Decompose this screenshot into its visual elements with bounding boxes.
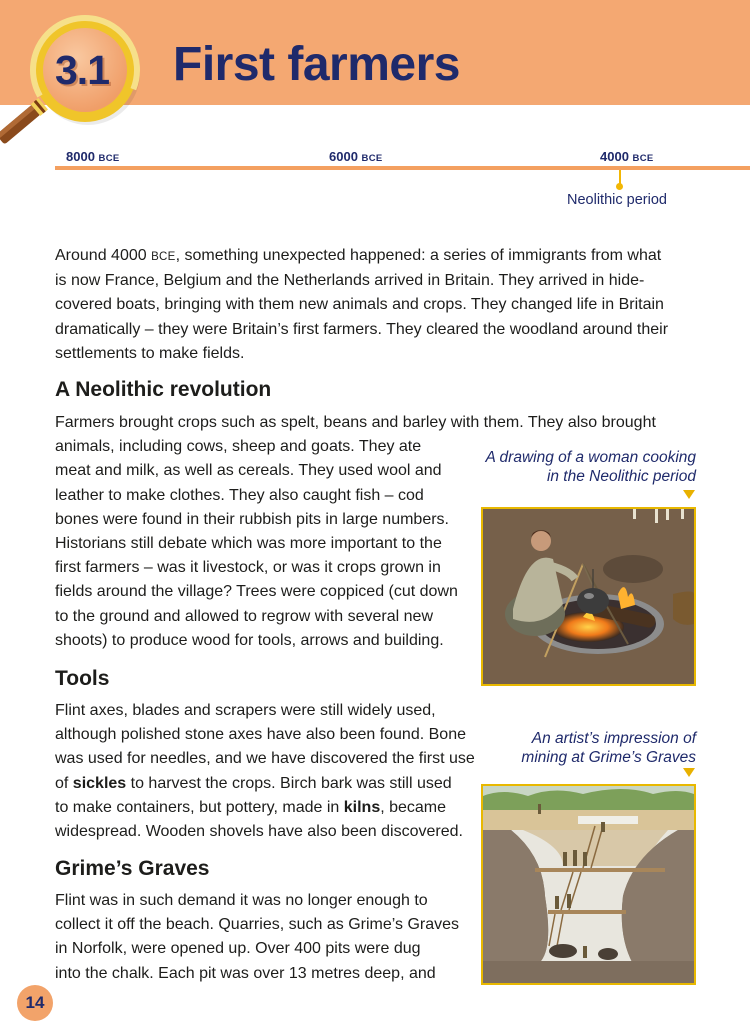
- tick-era: BCE: [632, 153, 654, 164]
- text-line: to make containers, but pottery, made in kilns, became: [55, 798, 447, 816]
- text-line: leather to make clothes. They also caught fish – cod: [55, 486, 424, 504]
- caption-arrow-icon: [683, 768, 695, 777]
- text-line: was used for needles, and we have discovered the first use: [55, 750, 475, 768]
- tick-year: 8000: [66, 149, 95, 164]
- keyword-kilns: kilns: [343, 798, 381, 816]
- intro-line-1: Around 4000 BCE, something unexpected happened: a series of immigrants from what: [55, 247, 662, 264]
- section-heading-revolution: A Neolithic revolution: [55, 378, 272, 401]
- text-line: bones were found in their rubbish pits in large numbers.: [55, 510, 449, 528]
- timeline-tick-6000: [329, 149, 383, 164]
- intro-line-3: covered boats, bringing with them new animals and crops. They changed life in Britain: [55, 296, 664, 314]
- grimes-graves-paragraph: [55, 889, 485, 986]
- timeline-tick-8000: [66, 149, 120, 164]
- text-line: Farmers brought crops such as spelt, beans and barley with them. They also brought: [55, 414, 656, 431]
- intro-line-2: is now France, Belgium and the Netherlands arrived in Britain. They arrived in hide-: [55, 272, 645, 290]
- text-line: Historians still debate which was more important to the: [55, 535, 442, 553]
- tools-paragraph: [55, 699, 485, 844]
- text-line: although polished stone axes have also been found. Bone: [55, 726, 466, 744]
- text-line: collect it off the beach. Quarries, such as Grime’s Graves: [55, 916, 460, 934]
- page-number: 14: [25, 993, 45, 1012]
- grimes-graves-mining-illustration: [483, 786, 694, 983]
- tick-year: 4000: [600, 149, 629, 164]
- text-line: into the chalk. Each pit was over 13 metres deep, and: [55, 964, 436, 982]
- woman-cooking-illustration: [483, 509, 694, 684]
- timeline-marker-dot: [616, 183, 623, 190]
- intro-line-5: settlements to make fields.: [55, 344, 245, 362]
- intro-line-4: dramatically – they were Britain’s first farmers. They cleared the woodland around their: [55, 320, 669, 338]
- section-heading-grimes-graves: Grime’s Graves: [55, 857, 210, 880]
- intro-paragraph: [55, 244, 735, 366]
- text-line: in Norfolk, were opened up. Over 400 pits were dug: [55, 940, 421, 958]
- text-line: to the ground and allowed to regrow with several new: [55, 607, 433, 625]
- figure-image-cooking: [481, 507, 696, 686]
- text-line: widespread. Wooden shovels have also been discovered.: [55, 823, 463, 841]
- caption-arrow-icon: [683, 490, 695, 499]
- section-number: 3.1: [55, 47, 109, 93]
- page-number-badge: [17, 985, 53, 1021]
- text-line: animals, including cows, sheep and goats. They ate: [55, 438, 422, 456]
- section-heading-tools: Tools: [55, 667, 110, 690]
- keyword-sickles: sickles: [72, 774, 127, 792]
- figure-image-mining: [481, 784, 696, 985]
- timeline-tick-4000: [600, 149, 654, 164]
- tick-era: BCE: [98, 153, 120, 164]
- timeline-marker-label: Neolithic period: [567, 192, 667, 208]
- text-line: fields around the village? Trees were coppiced (cut down: [55, 583, 458, 601]
- tick-year: 6000: [329, 149, 358, 164]
- timeline-bar: [55, 166, 750, 170]
- figure-caption-cooking: A drawing of a woman cooking in the Neolithic period: [485, 449, 696, 485]
- tick-era: BCE: [361, 153, 383, 164]
- text-line: first farmers – was it livestock, or was it crops grown in: [55, 559, 441, 577]
- text-line: shoots) to produce wood for tools, arrows and building.: [55, 631, 444, 649]
- text-line: of sickles to harvest the crops. Birch bark was still used: [55, 774, 452, 792]
- page-title: First farmers: [173, 38, 460, 91]
- text-line: Flint was in such demand it was no longer enough to: [55, 892, 428, 909]
- text-line: meat and milk, as well as cereals. They used wool and: [55, 462, 442, 480]
- text-line: Flint axes, blades and scrapers were still widely used,: [55, 702, 436, 719]
- figure-caption-mining: An artist’s impression of mining at Grime’s Graves: [521, 730, 696, 766]
